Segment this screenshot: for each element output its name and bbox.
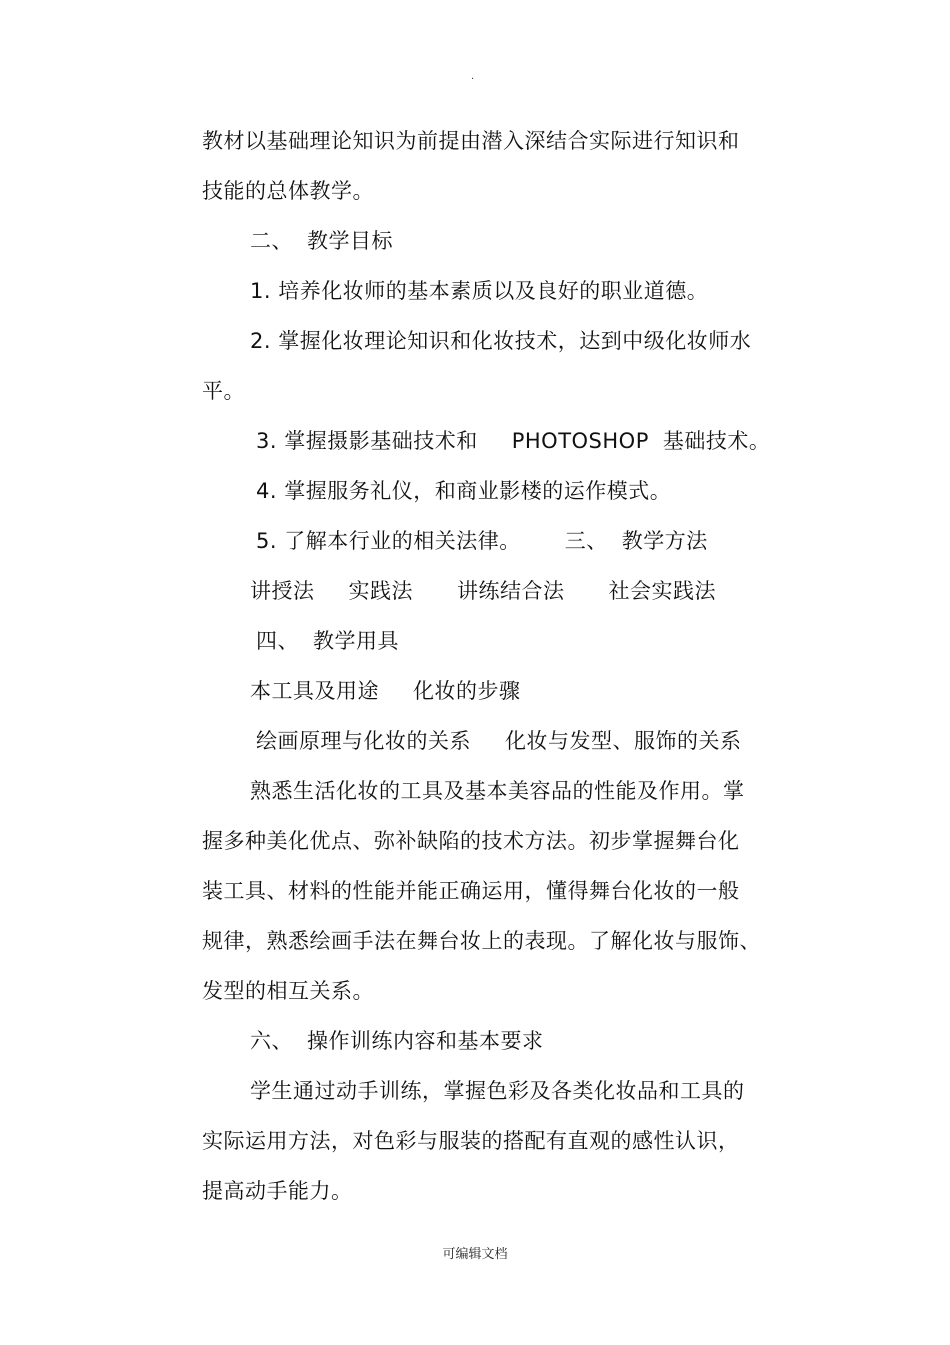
tools-item: 化妆与发型、服饰的关系 [505,729,742,753]
section3-number: 三、 [564,529,608,553]
tools-item: 本工具及用途 [250,679,379,703]
section2-heading [250,226,393,256]
goal-2-line2: 平。 [202,379,245,403]
section3-title: 教学方法 [621,529,708,553]
tools-line1 [250,676,521,706]
method-item: 讲授法 [250,579,315,603]
tools-item: 化妆的步骤 [413,679,521,703]
method-item: 讲练结合法 [457,579,565,603]
goal-3-part-c: 基础技术。 [662,429,771,453]
tools-line2 [256,726,742,756]
goal-3-part-a: 3. 掌握摄影基础技术和 [256,429,478,453]
goal-1: 1. 培养化妆师的基本素质以及良好的职业道德。 [250,279,709,303]
para2-line4: 规律，熟悉绘画手法在舞台妆上的表现。了解化妆与服饰、 [202,929,761,953]
goal-2-line1: 2. 掌握化妆理论知识和化妆技术，达到中级化妆师水 [250,329,752,353]
goal-5-and-section3 [256,526,708,556]
goal-4: 4. 掌握服务礼仪，和商业影楼的运作模式。 [256,479,672,503]
goal-5: 5. 了解本行业的相关法律。 [256,529,521,553]
section4-heading [256,626,399,656]
method-item: 社会实践法 [608,579,716,603]
para2-line5: 发型的相互关系。 [202,979,374,1003]
method-item: 实践法 [348,579,413,603]
page-footer: 可编辑文档 [442,1247,508,1262]
para3-line3: 提高动手能力。 [202,1179,353,1203]
para2-line3: 装工具、材料的性能并能正确运用，懂得舞台化妆的一般 [202,879,740,903]
para3-line1: 学生通过动手训练，掌握色彩及各类化妆品和工具的 [250,1079,745,1103]
section2-number: 二、 [250,229,293,253]
para1-line2: 技能的总体教学。 [202,179,374,203]
section6-title: 操作训练内容和基本要求 [307,1029,544,1053]
goal-3 [256,426,770,456]
section6-heading [250,1026,544,1056]
para3-line2: 实际运用方法，对色彩与服装的搭配有直观的感性认识， [202,1129,740,1153]
para2-line2: 握多种美化优点、弥补缺陷的技术方法。初步掌握舞台化 [202,829,740,853]
methods-line [250,576,716,606]
header-mark: . [471,71,475,82]
tools-item: 绘画原理与化妆的关系 [256,729,471,753]
section6-number: 六、 [250,1029,293,1053]
section4-number: 四、 [256,629,299,653]
section2-title: 教学目标 [307,229,393,253]
section4-title: 教学用具 [313,629,399,653]
para2-line1: 熟悉生活化妆的工具及基本美容品的性能及作用。掌 [250,779,745,803]
goal-3-part-b: PHOTOSHOP [511,429,649,453]
para1-line1: 教材以基础理论知识为前提由潜入深结合实际进行知识和 [202,129,740,153]
